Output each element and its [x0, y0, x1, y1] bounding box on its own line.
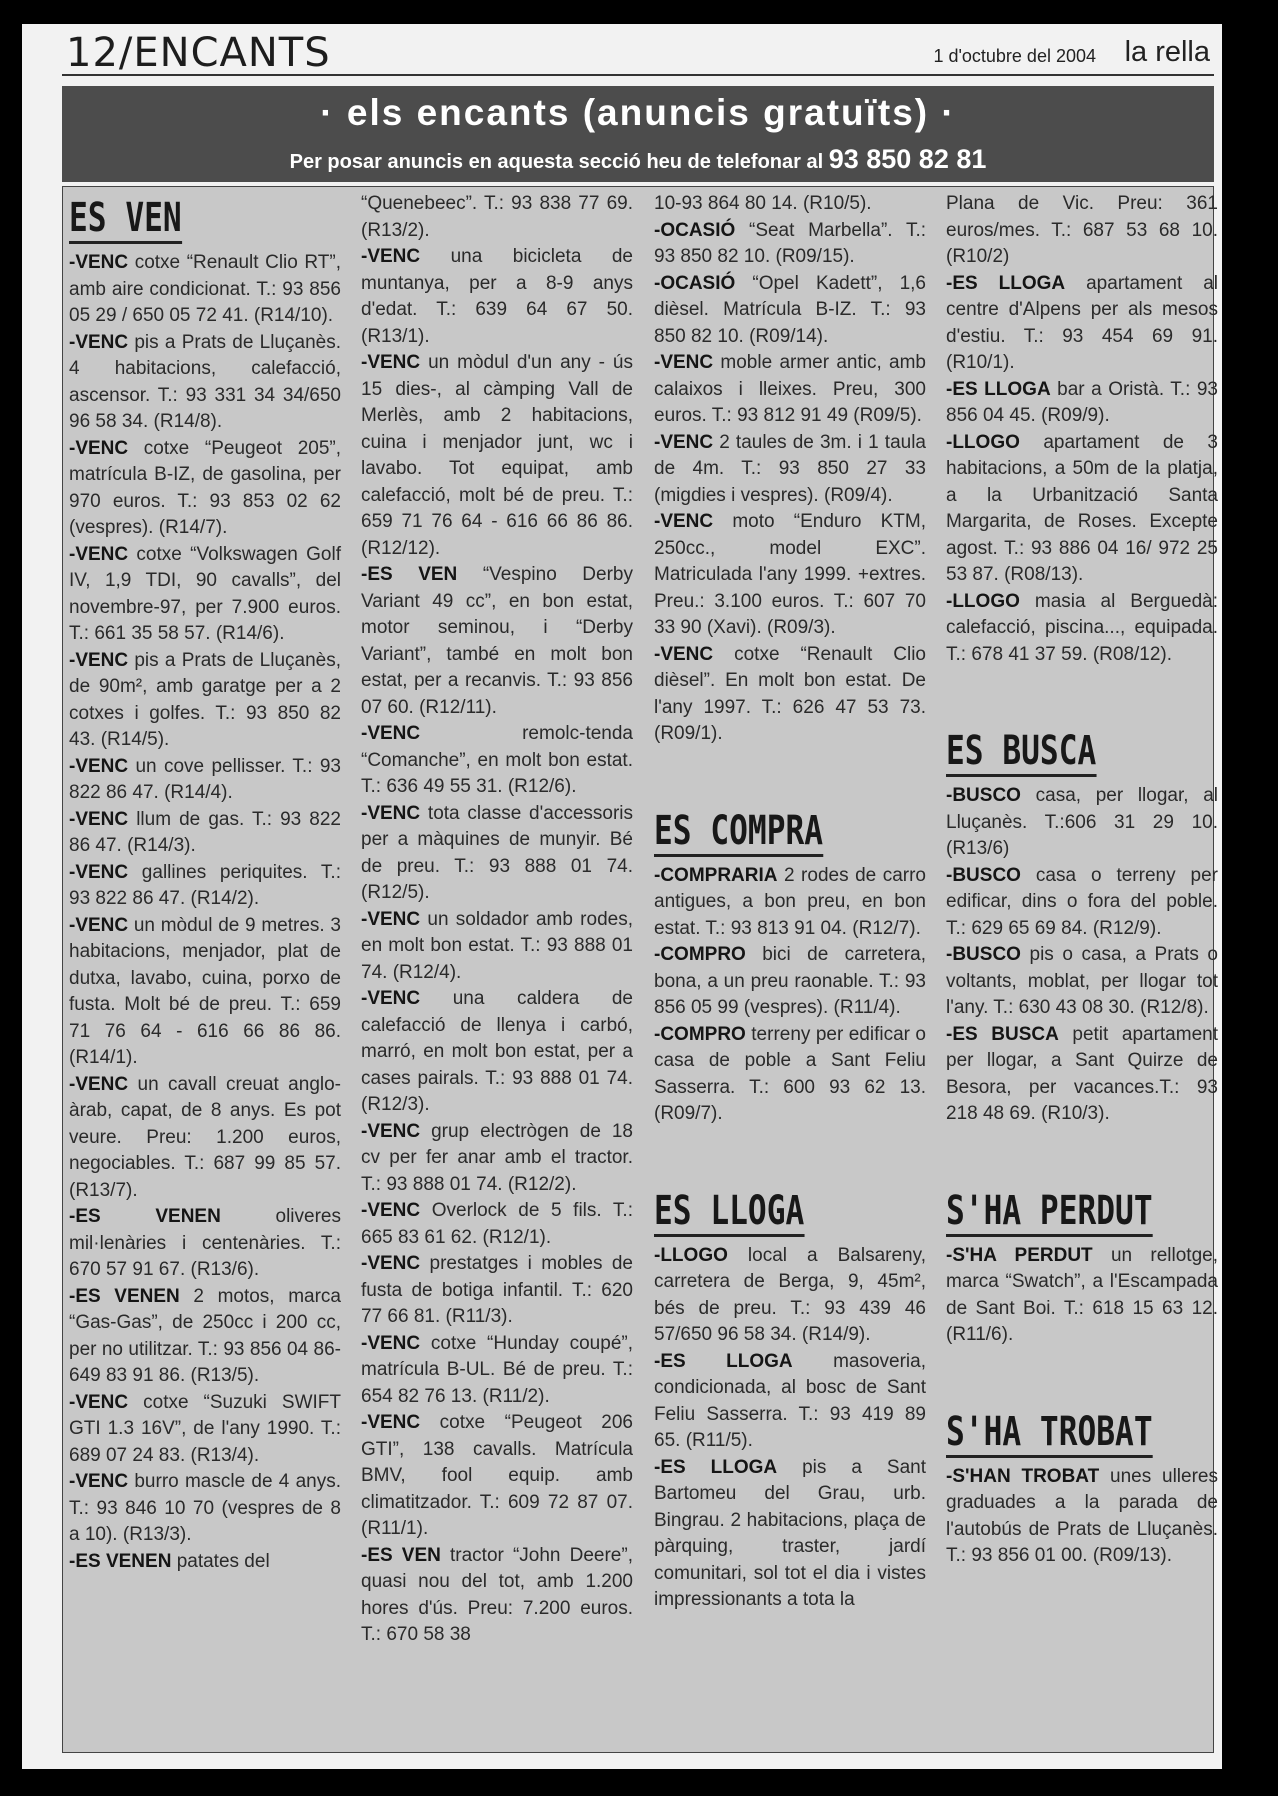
- ad-text: burro mascle de 4 anys. T.: 93 846 10 70 (vespres de 8 a 10). (R13/3).: [69, 1471, 341, 1545]
- category-heading-sha-perdut: S'HA PERDUT: [946, 1188, 1153, 1237]
- ad-keyword: -S'HA PERDUT: [946, 1244, 1093, 1266]
- ad-text: tractor “John Deere”, quasi nou del tot, amb 1.200 hores d'ús. Preu: 7.200 euros. T.: 670 58 38: [361, 1544, 633, 1645]
- classified-ad: [69, 1204, 341, 1284]
- ad-list-sha-trobat: [946, 1464, 1218, 1570]
- classified-ad: [946, 191, 1218, 271]
- ad-keyword: -ES VENEN: [69, 1206, 221, 1227]
- ad-list-es-busca: [946, 783, 1218, 1128]
- ad-keyword: -ES VEN: [361, 1544, 441, 1566]
- publication-name: la rella: [1124, 36, 1210, 68]
- classified-ad: [69, 1390, 341, 1470]
- ad-keyword: -VENC: [654, 352, 714, 373]
- ad-keyword: -OCASIÓ: [654, 219, 736, 241]
- category-heading-es-lloga: ES LLOGA: [654, 1188, 804, 1237]
- ad-keyword: -VENC: [361, 1412, 421, 1433]
- ad-keyword: -LLOGO: [654, 1244, 728, 1266]
- ad-text: cotxe “Hunday coupé”, matrícula B-UL. Bé de preu. T.: 654 82 76 13. (R11/2).: [361, 1332, 633, 1407]
- banner: [62, 86, 1214, 182]
- ad-text: gallines periquites. T.: 93 822 86 47. (R14/2).: [69, 861, 341, 909]
- column-4: [946, 191, 1218, 1570]
- classified-ad: [946, 430, 1218, 589]
- ad-list-es-ven-continued: [361, 191, 633, 1649]
- ad-keyword: -VENC: [69, 543, 129, 565]
- ad-text: 2 rodes de carro antigues, a bon preu, en bon estat. T.: 93 813 91 04. (R12/7).: [654, 864, 926, 939]
- ad-text: 2 taules de 3m. i 1 taula de 4m. T.: 93 850 27 33 (migdies i vespres). (R09/4).: [654, 431, 926, 506]
- ad-keyword: -BUSCO: [946, 944, 1021, 965]
- classified-ad: [946, 1022, 1218, 1128]
- classified-ad: [69, 330, 341, 436]
- ad-text: remolc-tenda “Comanche”, en molt bon estat. T.: 636 49 55 31. (R12/6).: [361, 723, 633, 797]
- ad-keyword: -VENC: [361, 723, 421, 744]
- ad-text: masoveria, condicionada, al bosc de Sant Feliu Sasserra. T.: 93 419 89 65. (R11/5).: [654, 1350, 926, 1451]
- ad-keyword: -VENC: [361, 988, 421, 1009]
- ad-text: 2 motos, marca “Gas-Gas”, de 250cc i 200 cc, per no utilitzar. T.: 93 856 04 86-649 83 91 86. (R13/5).: [69, 1285, 341, 1386]
- ad-keyword: -VENC: [361, 352, 421, 373]
- ad-keyword: -ES LLOGA: [654, 1456, 778, 1478]
- header-rule: [62, 74, 1214, 76]
- ad-keyword: -VENC: [69, 861, 129, 883]
- ad-list-es-compra: [654, 863, 926, 1128]
- ad-keyword: -COMPRO: [654, 944, 746, 965]
- ad-text: terreny per edificar o casa de poble a Sant Feliu Sasserra. T.: 600 93 62 13. (R09/7).: [654, 1023, 926, 1124]
- ad-keyword: -VENC: [69, 755, 129, 777]
- classified-ad: [69, 250, 341, 330]
- ad-keyword: -VENC: [361, 802, 421, 824]
- banner-phone: 93 850 82 81: [828, 144, 987, 174]
- section-sha-perdut: [946, 1184, 1218, 1349]
- classified-ad: [361, 721, 633, 801]
- classified-ad: [654, 863, 926, 943]
- ad-text: cotxe “Peugeot 205”, matrícula B-IZ, de gasolina, per 970 euros. T.: 93 853 02 62 (vespres). (R14/7).: [69, 437, 341, 538]
- classified-ad: [946, 783, 1218, 863]
- ad-text: 10-93 864 80 14. (R10/5).: [654, 193, 872, 214]
- ad-keyword: -VENC: [654, 431, 714, 453]
- classified-ad: [946, 377, 1218, 430]
- ad-list-es-ven: [69, 250, 341, 1575]
- classified-ad: [654, 191, 926, 218]
- classified-ad: [654, 1022, 926, 1128]
- classified-ad: [69, 1284, 341, 1390]
- classified-ad: [654, 271, 926, 351]
- classified-ad: [946, 271, 1218, 377]
- ad-keyword: -ES LLOGA: [654, 1350, 793, 1372]
- classified-ad: [361, 1331, 633, 1411]
- classified-ad: [361, 1198, 633, 1251]
- ad-keyword: -VENC: [654, 643, 714, 665]
- ad-keyword: -VENC: [361, 1332, 421, 1354]
- ad-keyword: -VENC: [69, 437, 129, 459]
- ad-text: cotxe “Suzuki SWIFT GTI 1.3 16V”, de l'any 1990. T.: 689 07 24 83. (R13/4).: [69, 1391, 341, 1466]
- classifieds-area: [62, 186, 1218, 1753]
- ad-text: cotxe “Volkswagen Golf IV, 1,9 TDI, 90 cavalls”, del novembre-97, per 7.900 euros. T.: 661 35 58 57. (R14/6).: [69, 543, 341, 644]
- ad-text: local a Balsareny, carretera de Berga, 9, 45m², bés de preu. T.: 93 439 46 57/650 96 58 34. (R14/9).: [654, 1244, 926, 1345]
- ad-text: bar a Oristà. T.: 93 856 04 45. (R09/9).: [946, 378, 1218, 426]
- ad-keyword: -LLOGO: [946, 431, 1020, 453]
- ad-text: oliveres mil·lenàries i centenàries. T.: 670 57 91 67. (R13/6).: [69, 1206, 341, 1280]
- ad-text: una caldera de calefacció de llenya i carbó, marró, en molt bon estat, per a cases pairals. T.: 93 888 01 74. (R12/3).: [361, 988, 633, 1115]
- ad-text: moto “Enduro KTM, 250cc., model EXC”. Matriculada l'any 1999. +extres. Preu.: 3.100 euros. T.: 607 70 33 90 (Xavi). (R09/3).: [654, 511, 926, 638]
- ad-text: prestatges i mobles de fusta de botiga infantil. T.: 620 77 66 81. (R11/3).: [361, 1253, 633, 1327]
- ad-keyword: -VENC: [361, 1120, 421, 1142]
- newspaper-page: [22, 24, 1222, 1769]
- ad-keyword: -ES VENEN: [69, 1285, 180, 1307]
- ad-keyword: -LLOGO: [946, 590, 1020, 612]
- classified-ad: [69, 542, 341, 648]
- ad-keyword: -VENC: [69, 1073, 129, 1095]
- classified-ad: [361, 1543, 633, 1649]
- ad-text: “Seat Marbella”. T.: 93 850 82 10. (R09/15).: [654, 219, 926, 267]
- classified-ad: [654, 1455, 926, 1614]
- ad-keyword: -VENC: [69, 252, 129, 273]
- classified-ad: [946, 863, 1218, 943]
- ad-list-es-ven-end: [654, 191, 926, 748]
- ad-keyword: -ES BUSCA: [946, 1023, 1059, 1045]
- banner-subtitle-text: Per posar anuncis en aquesta secció heu de telefonar al: [289, 151, 824, 173]
- ad-keyword: -ES LLOGA: [946, 272, 1066, 294]
- ad-list-sha-perdut: [946, 1243, 1218, 1349]
- ad-keyword: -ES VEN: [361, 564, 458, 585]
- ad-keyword: -COMPRO: [654, 1023, 746, 1045]
- classified-ad: [946, 1464, 1218, 1570]
- section-title: 12/ENCANTS: [66, 30, 331, 76]
- ad-text: Overlock de 5 fils. T.: 665 83 61 62. (R12/1).: [361, 1200, 633, 1248]
- classified-ad: [361, 191, 633, 244]
- column-2: [361, 191, 633, 1649]
- ad-text: “Opel Kadett”, 1,6 dièsel. Matrícula B-IZ. T.: 93 850 82 10. (R09/14).: [654, 272, 926, 347]
- ad-keyword: -VENC: [69, 649, 129, 671]
- ad-text: pis a Prats de Lluçanès. 4 habitacions, calefacció, ascensor. T.: 93 331 34 34/650 96 58 34. (R14/8).: [69, 331, 341, 432]
- ad-keyword: -VENC: [69, 1391, 129, 1413]
- ad-keyword: -ES LLOGA: [946, 378, 1051, 400]
- classified-ad: [654, 430, 926, 510]
- ad-text: Plana de Vic. Preu: 361 euros/mes. T.: 687 53 68 10. (R10/2): [946, 193, 1218, 267]
- classified-ad: [361, 1119, 633, 1199]
- ad-text: un cove pellisser. T.: 93 822 86 47. (R14/4).: [69, 755, 341, 803]
- banner-subtitle: [62, 144, 1214, 175]
- ad-keyword: -BUSCO: [946, 785, 1021, 806]
- ad-text: un mòdul de 9 metres. 3 habitacions, menjador, plat de dutxa, lavabo, cuina, porxo de fusta. Molt bé de preu. T.: 659 71 76 64 - 616 66 86 86. (R14/1).: [69, 914, 341, 1068]
- ad-text: pis a Sant Bartomeu del Grau, urb. Bingrau. 2 habitacions, plaça de pàrquing, traster, jardí comunitari, sol tot el dia i vistes impressionants a tota la: [654, 1456, 926, 1610]
- section-sha-trobat: [946, 1405, 1218, 1570]
- ad-text: apartament al centre d'Alpens per als mesos d'estiu. T.: 93 454 69 91. (R10/1).: [946, 272, 1218, 373]
- ad-text: apartament de 3 habitacions, a 50m de la platja, a la Urbanització Santa Margarita, de Roses. Excepte agost. T.: 93 886 04 16/ 972 25 53 87. (R08/13).: [946, 431, 1218, 585]
- ad-keyword: -OCASIÓ: [654, 272, 736, 294]
- classified-ad: [69, 1549, 341, 1576]
- classified-ad: [69, 1072, 341, 1205]
- ad-keyword: -BUSCO: [946, 864, 1021, 886]
- classified-ad: [946, 942, 1218, 1022]
- ad-text: cotxe “Renault Clio dièsel”. En molt bon estat. De l'any 1997. T.: 626 47 53 73. (R09/1).: [654, 643, 926, 744]
- ad-keyword: -VENC: [654, 511, 714, 532]
- classified-ad: [361, 801, 633, 907]
- ad-text: un cavall creuat anglo-àrab, capat, de 8 anys. Es pot veure. Preu: 1.200 euros, negociables. T.: 687 99 85 57. (R13/7).: [69, 1073, 341, 1201]
- ad-text: pis o casa, a Prats o voltants, moblat, per llogar tot l'any. T.: 630 43 08 30. (R12/8).: [946, 944, 1218, 1018]
- classified-ad: [361, 350, 633, 562]
- classified-ad: [69, 807, 341, 860]
- classified-ad: [361, 1251, 633, 1331]
- ad-text: tota classe d'accessoris per a màquines de munyir. Bé de preu. T.: 93 888 01 74. (R12/5).: [361, 802, 633, 903]
- section-es-lloga: [654, 1184, 926, 1614]
- ad-keyword: -VENC: [361, 908, 421, 930]
- ad-text: casa, per llogar, al Lluçanès. T.:606 31 29 10. (R13/6): [946, 785, 1218, 859]
- classified-ad: [946, 589, 1218, 669]
- category-heading-es-ven: ES VEN: [69, 195, 182, 244]
- classified-ad: [361, 1410, 633, 1543]
- ad-keyword: -VENC: [69, 914, 129, 936]
- ad-text: “Vespino Derby Variant 49 cc”, en bon estat, motor seminou, i “Derby Variant”, també en molt bon estat, per a recanvis. T.: 93 856 07 60. (R12/11).: [361, 564, 633, 718]
- classified-ad: [361, 244, 633, 350]
- ad-text: patates del: [171, 1550, 270, 1572]
- page-header: [66, 30, 1216, 74]
- section-es-busca: [946, 724, 1218, 1128]
- ad-text: un soldador amb rodes, en molt bon estat. T.: 93 888 01 74. (R12/4).: [361, 908, 633, 983]
- ad-keyword: -ES VENEN: [69, 1550, 172, 1572]
- ad-text: llum de gas. T.: 93 822 86 47. (R14/3).: [69, 808, 341, 856]
- classified-ad: [654, 642, 926, 748]
- column-1: [69, 191, 341, 1575]
- ad-text: cotxe “Renault Clio RT”, amb aire condicionat. T.: 93 856 05 29 / 650 05 72 41. (R14/10).: [69, 252, 341, 326]
- section-es-compra: [654, 804, 926, 1128]
- category-heading-es-busca: ES BUSCA: [946, 728, 1096, 777]
- classified-ad: [69, 1469, 341, 1549]
- ad-text: moble armer antic, amb calaixos i lleixes. Preu, 300 euros. T.: 93 812 91 49 (R09/5).: [654, 352, 926, 426]
- ad-text: cotxe “Peugeot 206 GTI”, 138 cavalls. Matrícula BMV, fool equip. amb climatitzador. T.: 609 72 87 07. (R11/1).: [361, 1412, 633, 1539]
- ad-text: masia al Berguedà: calefacció, piscina..., equipada. T.: 678 41 37 59. (R08/12).: [946, 590, 1218, 665]
- ad-keyword: -VENC: [361, 1253, 421, 1274]
- classified-ad: [654, 350, 926, 430]
- ad-text: “Quenebeec”. T.: 93 838 77 69. (R13/2).: [361, 193, 633, 241]
- classified-ad: [69, 754, 341, 807]
- publication-date: 1 d'octubre del 2004: [933, 46, 1096, 66]
- classified-ad: [654, 1349, 926, 1455]
- classified-ad: [654, 218, 926, 271]
- ad-keyword: -COMPRARIA: [654, 864, 778, 886]
- classified-ad: [361, 562, 633, 721]
- category-heading-es-compra: ES COMPRA: [654, 808, 823, 857]
- category-heading-sha-trobat: S'HA TROBAT: [946, 1409, 1153, 1458]
- classified-ad: [69, 436, 341, 542]
- ad-text: casa o terreny per edificar, dins o fora del poble. T.: 629 65 69 84. (R12/9).: [946, 864, 1218, 939]
- ad-keyword: -VENC: [69, 808, 129, 830]
- ad-list-es-lloga: [654, 1243, 926, 1614]
- ad-text: un rellotge, marca “Swatch”, a l'Escampada de Sant Boi. T.: 618 15 63 12. (R11/6).: [946, 1244, 1218, 1345]
- ad-text: pis a Prats de Lluçanès, de 90m², amb garatge per a 2 cotxes i golfes. T.: 93 850 82 43. (R14/5).: [69, 649, 341, 750]
- ad-keyword: -VENC: [361, 1200, 421, 1221]
- ad-keyword: -S'HAN TROBAT: [946, 1465, 1100, 1487]
- banner-title: · els encants (anuncis gratuïts) ·: [320, 92, 956, 133]
- ad-text: bici de carretera, bona, a un preu raonable. T.: 93 856 05 99 (vespres). (R11/4).: [654, 944, 926, 1018]
- classified-ad: [946, 1243, 1218, 1349]
- column-3: [654, 191, 926, 1614]
- ad-keyword: -VENC: [69, 1471, 129, 1492]
- classified-ad: [69, 648, 341, 754]
- ad-text: unes ulleres graduades a la parada de l'autobús de Prats de Lluçanès. T.: 93 856 01 00. (R09/13).: [946, 1465, 1218, 1566]
- classified-ad: [361, 986, 633, 1119]
- classified-ad: [654, 509, 926, 642]
- ad-text: petit apartament per llogar, a Sant Quirze de Besora, per vacances.T.: 93 218 48 69. (R10/3).: [946, 1023, 1218, 1124]
- ad-text: una bicicleta de muntanya, per a 8-9 anys d'edat. T.: 639 64 67 50. (R13/1).: [361, 246, 633, 347]
- classified-ad: [69, 860, 341, 913]
- ad-list-es-lloga-continued: [946, 191, 1218, 668]
- ad-keyword: -VENC: [69, 331, 129, 353]
- ad-keyword: -VENC: [361, 246, 421, 267]
- ad-text: grup electrògen de 18 cv per fer anar amb el tractor. T.: 93 888 01 74. (R12/2).: [361, 1120, 633, 1195]
- ad-text: un mòdul d'un any - ús 15 dies-, al càmping Vall de Merlès, amb 2 habitacions, cuina i menjador junt, wc i lavabo. Tot equipat, amb calefacció, molt bé de preu. T.: 659 71 76 64 - 616 66 86 86. (R12/12).: [361, 352, 633, 559]
- classified-ad: [654, 942, 926, 1022]
- classified-ad: [69, 913, 341, 1072]
- classified-ad: [361, 907, 633, 987]
- classified-ad: [654, 1243, 926, 1349]
